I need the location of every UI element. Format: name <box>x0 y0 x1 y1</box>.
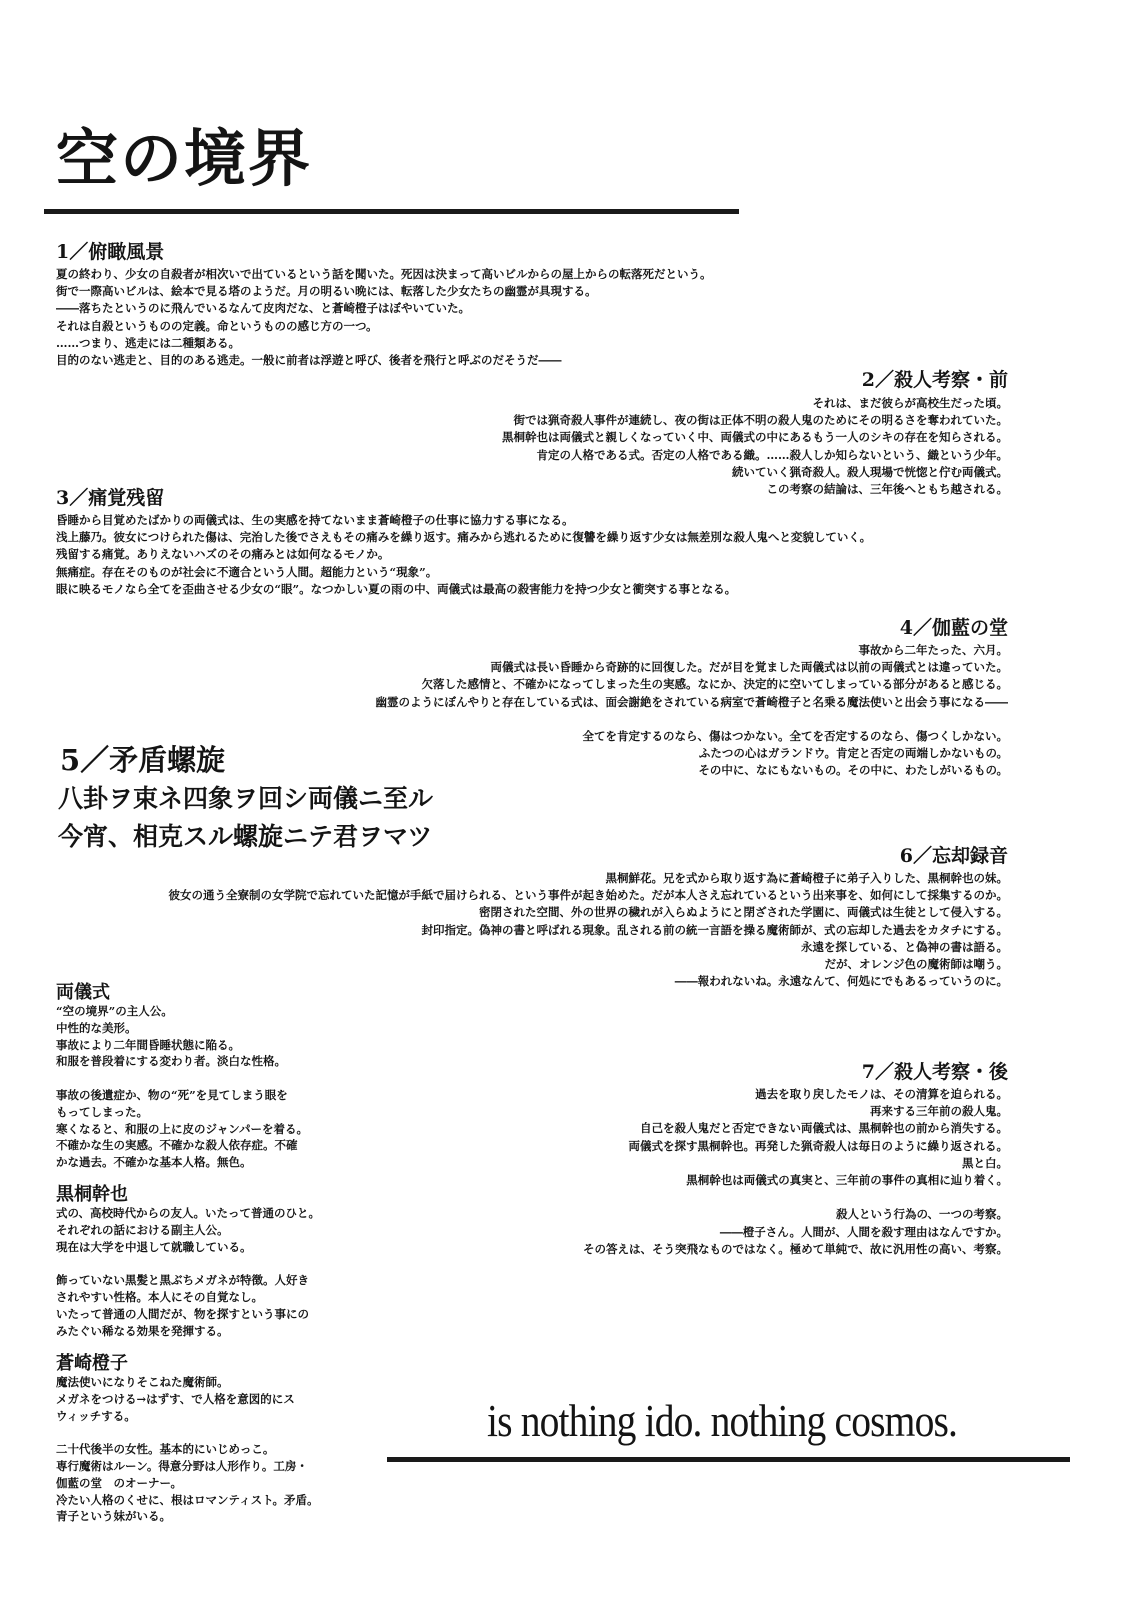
character-line: それぞれの話における副主人公。 <box>56 1222 229 1237</box>
section-7-line: 両儀式を探す黒桐幹也。再発した猟奇殺人は毎日のように繰り返される。 <box>628 1138 1008 1153</box>
section-7-line: その答えは、そう突飛なものではなく。極めて単純で、故に汎用性の高い、考察。 <box>582 1241 1008 1256</box>
section-3-line: 残留する痛覚。ありえないハズのその痛みとは如何なるモノか。 <box>56 547 390 562</box>
section-2-heading: 2／殺人考察・前 <box>861 369 1008 391</box>
section-7-body <box>583 1086 1008 1258</box>
section-7-line <box>583 1189 1008 1206</box>
section-6-line: 黒桐鮮花。兄を式から取り返す為に蒼崎橙子に弟子入りした、黒桐幹也の妹。 <box>605 871 1008 885</box>
character-line: 現在は大学を中退して就職している。 <box>56 1239 252 1254</box>
character-description <box>56 1374 319 1525</box>
page-title: 空の境界 <box>56 122 313 195</box>
title-rule <box>44 209 739 214</box>
section-6-line: だが、オレンジ色の魔術師は嘲う。 <box>824 957 1008 972</box>
character-line: されやすい性格。本人にその自覚なし。 <box>56 1289 263 1304</box>
section-7-line: 自己を殺人鬼だと否定できない両儀式は、黒桐幹也の前から消失する。 <box>640 1121 1008 1136</box>
section-6-line: 密閉された空間、外の世界の穢れが入らぬようにと閉ざされた学園に、両儀式は生徒として侵入する。 <box>479 905 1008 920</box>
section-6-body <box>169 870 1009 990</box>
character-line: ウィッチする。 <box>56 1408 136 1423</box>
section-3-heading: 3／痛覚残留 <box>56 487 165 509</box>
section-7-line: 殺人という行為の、一つの考察。 <box>835 1207 1008 1222</box>
character-line <box>56 1255 320 1272</box>
character-name: 蒼崎橙子 <box>56 1353 128 1374</box>
character-description <box>56 1003 308 1171</box>
section-6-line: ――報われないね。永遠なんて、何処にでもあるっていうのに。 <box>674 974 1008 989</box>
section-4-line: 両儀式は長い昏睡から奇跡的に回復した。だが目を覚ました両儀式は以前の両儀式とは違っていた。 <box>490 660 1008 675</box>
section-3-line: 眼に映るモノなら全てを歪曲させる少女の“眼”。なつかしい夏の雨の中、両儀式は最高の殺害能力を持つ少女と衝突する事となる。 <box>56 581 737 596</box>
section-6-line: 彼女の通う全寮制の女学院で忘れていた記憶が手紙で届けられる、という事件が起き始めた。だが本人さえ忘れているという出来事を、如何にして採集するのか。 <box>168 888 1008 903</box>
section-1-body <box>56 266 712 369</box>
section-4-line: 欠落した感情と、不確かになってしまった生の実感。なにか、決定的に空いてしまっている部分があると感じる。 <box>421 677 1008 692</box>
character-line <box>56 1070 308 1087</box>
section-3-line: 昏睡から目覚めたばかりの両儀式は、生の実感を持てないまま蒼崎橙子の仕事に協力する事になる。 <box>56 513 574 527</box>
character-line: かな過去。不確かな基本人格。無色。 <box>56 1155 252 1170</box>
section-3-line: 浅上藤乃。彼女につけられた傷は、完治した後でさえもその痛みを繰り返す。痛みから逃れるために復讐を繰り返す少女は無差別な殺人鬼へと変貌していく。 <box>56 530 872 545</box>
character-line: みたぐい稀なる効果を発揮する。 <box>56 1323 229 1338</box>
section-1-line: 街で一際高いビルは、絵本で見る塔のようだ。月の明るい晩には、転落した少女たちの幽霊が具現する。 <box>56 284 597 299</box>
character-line: 二十代後半の女性。基本的にいじめっこ。 <box>56 1442 275 1457</box>
character-line: もってしまった。 <box>56 1104 148 1119</box>
character-line: 青子という妹がいる。 <box>56 1509 171 1524</box>
section-5-slogan-line: 今宵、相克スル螺旋ニテ君ヲマツ <box>58 822 433 851</box>
section-2-line: 黒桐幹也は両儀式と親しくなっていく中、両儀式の中にあるもう一人のシキの存在を知らされる。 <box>502 430 1008 445</box>
section-2-line: 肯定の人格である式。否定の人格である織。……殺人しか知らないという、織という少年。 <box>536 447 1008 462</box>
section-6-line: 永遠を探している、と偽神の書は語る。 <box>801 939 1008 954</box>
character-line: 伽藍の堂 のオーナー。 <box>56 1475 183 1490</box>
section-6-heading: 6／忘却録音 <box>899 845 1008 867</box>
section-4-heading: 4／伽藍の堂 <box>899 617 1008 639</box>
character-line: 和服を普段着にする変わり者。淡白な性格。 <box>56 1054 286 1069</box>
character-line: 専行魔術はルーン。得意分野は人形作り。工房・ <box>56 1458 308 1473</box>
character-line: 事故の後遺症か、物の“死”を見てしまう眼を <box>56 1087 288 1102</box>
character-line: メガネをつける→はずす、で人格を意図的にス <box>56 1391 295 1406</box>
section-5-slogan-line: 八卦ヲ束ネ四象ヲ回シ両儀ニ至ル <box>58 784 434 813</box>
section-1-line: 夏の終わり、少女の自殺者が相次いで出ているという話を聞いた。死因は決まって高いビルからの屋上からの転落死だという。 <box>56 267 712 281</box>
character-line: 飾っていない黒髪と黒ぶちメガネが特徴。人好き <box>56 1273 309 1288</box>
character-line: 寒くなると、和服の上に皮のジャンパーを着る。 <box>56 1121 308 1136</box>
character-line: 中性的な美形。 <box>56 1020 137 1035</box>
section-4-line: 幽霊のようにぼんやりと存在している式は、面会謝絶をされている病室で蒼崎橙子と名乗る魔法使いと出会う事になる―― <box>375 694 1008 709</box>
section-7-heading: 7／殺人考察・後 <box>861 1061 1008 1083</box>
section-4-line <box>376 711 1009 728</box>
section-4-line: ふたつの心はガランドウ。肯定と否定の両端しかないもの。 <box>698 746 1008 761</box>
tagline: is nothing ido. nothing cosmos. <box>487 1395 958 1446</box>
character-line: いたって普通の人間だが、物を探すという事にの <box>56 1306 309 1321</box>
section-3-line: 無痛症。存在そのものが社会に不適合という人間。超能力という“現象”。 <box>56 564 438 579</box>
section-2-line: 街では猟奇殺人事件が連続し、夜の街は正体不明の殺人鬼のためにその明るさを奪われていた。 <box>513 413 1008 428</box>
section-4-line: その中に、なにもないもの。その中に、わたしがいるもの。 <box>698 763 1008 778</box>
section-4-line: 全てを肯定するのなら、傷はつかない。全てを否定するのなら、傷つくしかない。 <box>582 729 1008 743</box>
section-7-line: 黒と白。 <box>962 1155 1008 1170</box>
section-7-line: ――橙子さん。人間が、人間を殺す理由はなんですか。 <box>719 1224 1008 1239</box>
character-line: “空の境界”の主人公。 <box>56 1004 173 1018</box>
bottom-rule <box>387 1457 1070 1462</box>
character-name: 両儀式 <box>56 982 110 1003</box>
section-1-line: ……つまり、逃走には二種類ある。 <box>56 335 240 350</box>
section-1-line: 目的のない逃走と、目的のある逃走。一般に前者は浮遊と呼び、後者を飛行と呼ぶのだそうだ―― <box>56 353 562 368</box>
section-5-slogan <box>58 780 433 856</box>
section-1-heading: 1／俯瞰風景 <box>56 241 165 263</box>
character-line: 魔法使いになりそこねた魔術師。 <box>56 1375 229 1389</box>
section-1-line: ――落ちたというのに飛んでいるなんて皮肉だな、と蒼崎橙子はぼやいていた。 <box>56 301 470 316</box>
character-line: 事故により二年間昏睡状態に陥る。 <box>56 1037 240 1052</box>
section-2-line: 続いていく猟奇殺人。殺人現場で恍惚と佇む両儀式。 <box>732 464 1008 479</box>
section-2-body <box>502 395 1008 498</box>
section-3-body <box>56 512 871 598</box>
section-1-line: それは自殺というものの定義。命というものの感じ方の一つ。 <box>56 318 378 333</box>
character-line: 不確かな生の実感。不確かな殺人依存症。不確 <box>56 1138 298 1153</box>
character-line: 冷たい人格のくせに、根はロマンティスト。矛盾。 <box>56 1492 319 1507</box>
section-5-heading: 5／矛盾螺旋 <box>60 743 226 777</box>
section-6-line: 封印指定。偽神の書と呼ばれる現象。乱される前の統一言語を操る魔術師が、式の忘却した過去をカタチにする。 <box>421 922 1008 937</box>
section-4-line: 事故から二年たった、六月。 <box>858 643 1008 657</box>
character-line <box>56 1424 319 1441</box>
section-2-line: それは、まだ彼らが高校生だった頃。 <box>812 396 1008 410</box>
character-name: 黒桐幹也 <box>56 1184 128 1205</box>
section-7-line: 再来する三年前の殺人鬼。 <box>870 1104 1008 1119</box>
character-description <box>56 1205 320 1339</box>
section-7-line: 黒桐幹也は両儀式の真実と、三年前の事件の真相に辿り着く。 <box>686 1173 1008 1188</box>
section-7-line: 過去を取り戻したモノは、その清算を迫られる。 <box>755 1087 1008 1101</box>
character-line: 式の、高校時代からの友人。いたって普通のひと。 <box>56 1206 321 1220</box>
section-2-line: この考察の結論は、三年後へともち越される。 <box>766 482 1008 497</box>
section-4-body <box>376 642 1009 780</box>
